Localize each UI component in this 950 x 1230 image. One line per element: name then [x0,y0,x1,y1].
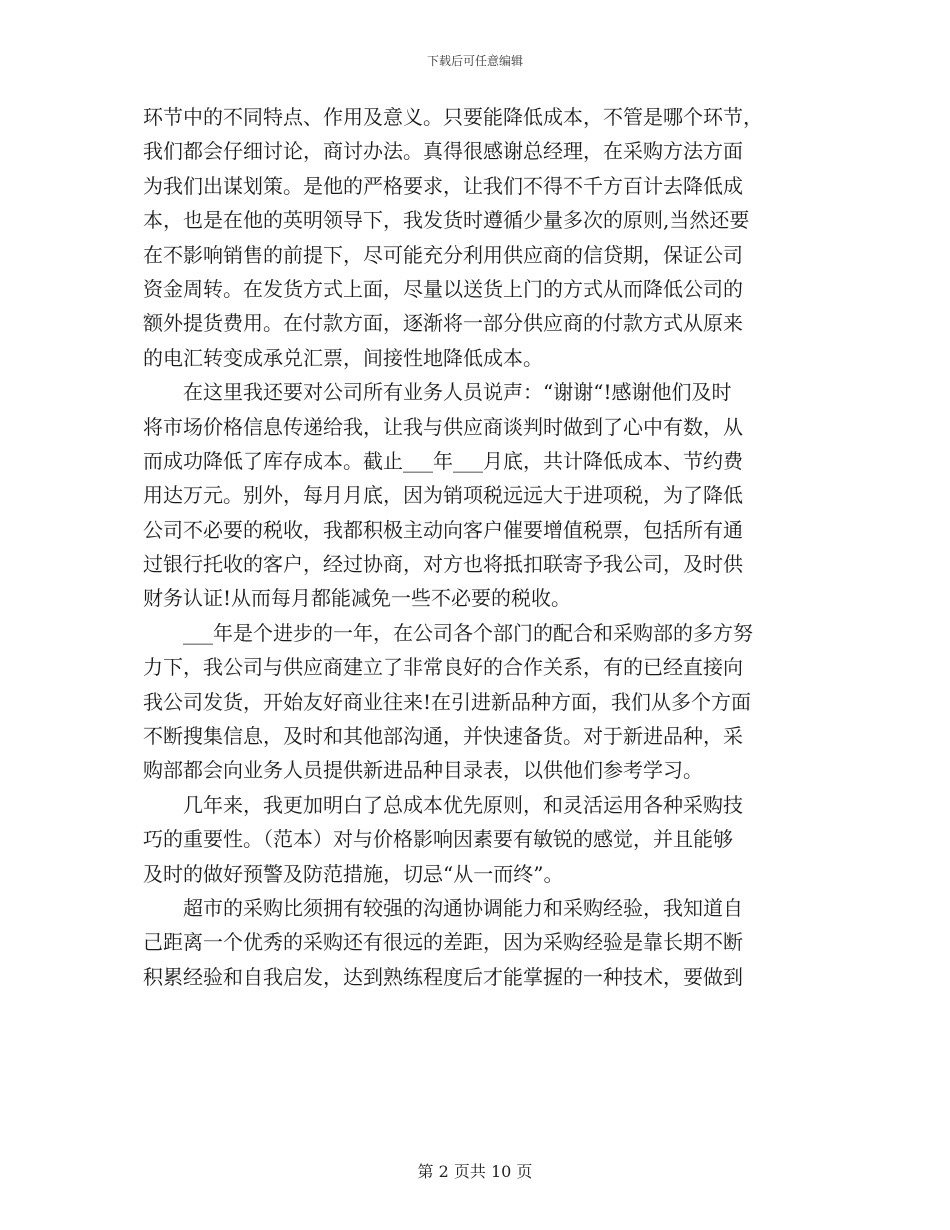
text-line: 己距离一个优秀的采购还有很远的差距，因为采购经验是靠长期不断 [143,930,743,955]
paragraph-4 [143,788,815,891]
text-line: 积累经验和自我启发，达到熟练程度后才能掌握的一种技术，要做到 [143,964,743,989]
text-line: 公司不必要的税收，我都积极主动向客户催要增值税票，包括所有通 [143,517,743,542]
text-line: 环节中的不同特点、作用及意义。只要能降低成本，不管是哪个环节， [143,105,763,129]
text-line: 力下，我公司与供应商建立了非常良好的合作关系，有的已经直接向 [143,655,743,680]
page-number: 第 2 页共 10 页 [417,1162,533,1181]
text-line: 本，也是在他的英明领导下，我发货时遵循少量多次的原则,当然还要 [143,208,750,233]
text-line: 的电汇转变成承兑汇票，间接性地降低成本。 [143,345,543,370]
text-line: 我们都会仔细讨论，商讨办法。真得很感谢总经理，在采购方法方面 [143,139,743,164]
page-header: 下载后可任意编辑 [426,54,523,68]
text-line: 过银行托收的客户，经过协商，对方也将抵扣联寄予我公司，及时供 [143,552,743,577]
text-line: 我公司发货，开始友好商业往来!在引进新品种方面，我们从多个方面 [143,689,752,714]
text-line: 资金周转。在发货方式上面，尽量以送货上门的方式从而降低公司的 [143,276,743,301]
text-line: 在这里我还要对公司所有业务人员说声：“谢谢“!感谢他们及时 [183,380,732,405]
paragraph-3 [143,616,815,788]
text-line: 在不影响销售的前提下，尽可能充分利用供应商的信贷期，保证公司 [143,242,743,267]
text-line: ___年是个进步的一年，在公司各个部门的配合和采购部的多方努 [183,620,753,645]
text-line: 巧的重要性。（范本）对与价格影响因素要有敏锐的感觉，并且能够 [143,827,733,852]
text-line: 财务认证!从而每月都能减免一些不必要的税收。 [143,586,572,611]
text-line: 几年来，我更加明白了总成本优先原则，和灵活运用各种采购技 [183,792,743,817]
paragraph-5 [143,891,815,994]
paragraph-2 [143,375,815,616]
text-line: 将市场价格信息传递给我，让我与供应商谈判时做到了心中有数，从 [143,414,743,439]
text-line: 而成功降低了库存成本。截止___年___月底，共计降低成本、节约费 [143,448,743,473]
text-line: 购部都会向业务人员提供新进品种目录表，以供他们参考学习。 [143,758,703,783]
text-line: 用达万元。别外，每月月底，因为销项税远远大于进项税，为了降低 [143,483,743,508]
text-line: 为我们出谋划策。是他的严格要求，让我们不得不千方百计去降低成 [143,173,743,198]
text-line: 不断搜集信息，及时和其他部沟通，并快速备货。对于新进品种，采 [143,724,743,749]
text-line: 额外提货费用。在付款方面，逐渐将一部分供应商的付款方式从原来 [143,311,743,336]
text-line: 超市的采购比须拥有较强的沟通协调能力和采购经验，我知道自 [183,895,743,920]
paragraph-1 [143,100,815,375]
document-body [143,100,815,994]
text-line: 及时的做好预警及防范措施，切忌“从一而终”。 [143,861,564,886]
